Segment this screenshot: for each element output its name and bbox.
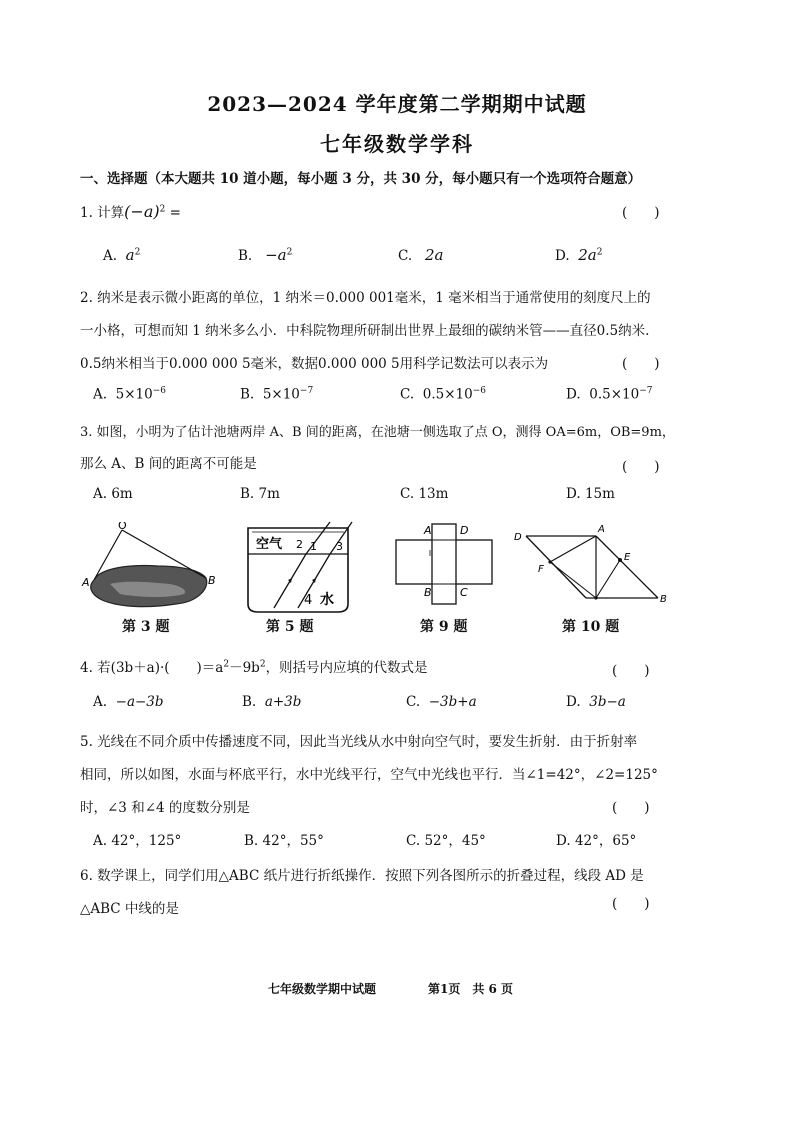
label-e: E: [624, 552, 631, 563]
option-label: C.: [406, 694, 421, 710]
q2-line3: 0.5纳米相当于0.000 000 5毫米，数据0.000 000 5用科学记数法可以表示为: [80, 356, 549, 372]
label-a: A: [598, 524, 605, 535]
option-label: C.: [398, 248, 413, 264]
q4-stem: [80, 656, 428, 676]
option-label: D.: [556, 833, 571, 849]
q4-option-d: [566, 694, 626, 710]
option-label: D.: [566, 386, 581, 403]
q1-expr: (−a): [124, 202, 160, 221]
q4-option-c: [406, 694, 477, 710]
option-text: a: [125, 246, 135, 264]
label-f: F: [538, 564, 544, 575]
q3-option-c: [400, 486, 448, 502]
footer-exam-name: 七年级数学期中试题: [268, 982, 377, 996]
angle-2: 2: [296, 538, 303, 551]
q1-answer-paren: ( ): [622, 205, 660, 221]
angle-4: 4: [304, 593, 313, 608]
q5-line2: 相同，所以如图，水面与杯底平行，水中光线平行，空气中光线也平行．当∠1=42°，∠2=125°: [80, 767, 658, 783]
q4-stem-text: 4. 若(3b＋a)·( )＝a: [80, 660, 224, 676]
option-text: 42°，65°: [574, 833, 637, 849]
option-sup: −7: [299, 386, 314, 396]
option-label: B.: [240, 386, 255, 403]
label-c: C: [460, 586, 468, 599]
q5-line1: 5. 光线在不同介质中传播速度不同，因此当光线从水中射向空气时，要发生折射．由于折射率: [80, 734, 638, 750]
option-label: B.: [240, 486, 255, 502]
option-label: B.: [238, 248, 253, 264]
option-label: D.: [566, 694, 581, 710]
section-heading: 一、选择题（本大题共 10 道小题，每小题 3 分，共 30 分，每小题只有一个选项符合题意）: [80, 171, 642, 187]
option-text: 2a: [578, 246, 597, 264]
option-text: 42°，125°: [111, 833, 182, 849]
option-sup: −6: [152, 386, 167, 396]
q3-line2: 那么 A、B 间的距离不可能是: [80, 456, 257, 472]
label-d: D: [514, 532, 522, 543]
label-b: B: [424, 586, 432, 599]
figure-9-caption: 第 9 题: [420, 619, 468, 635]
point-e: [618, 558, 622, 562]
option-sup: 2: [134, 247, 141, 258]
option-label: B.: [244, 833, 259, 849]
option-text: 6m: [111, 486, 133, 502]
vertical-rect: [432, 524, 456, 604]
q5-line3: 时，∠3 和∠4 的度数分别是: [80, 800, 250, 816]
q6-answer-paren: ( ): [612, 896, 650, 912]
q4-sup2: 2: [259, 659, 266, 670]
option-label: A.: [93, 486, 108, 502]
q2-option-d: [566, 386, 652, 403]
option-label: A.: [93, 694, 108, 710]
label-b: B: [208, 574, 216, 587]
q6-line1: 6. 数学课上，同学们用△ABC 纸片进行折纸操作．按照下列各图所示的折叠过程，线段 AD 是: [80, 868, 644, 884]
point-foot: [594, 596, 597, 599]
label-a: A: [82, 576, 90, 589]
option-label: A.: [93, 833, 108, 849]
option-text: 2a: [425, 246, 444, 264]
q4-sup1: 2: [223, 659, 230, 670]
figure-10-caption: 第 10 题: [562, 619, 620, 635]
segment-ae: [596, 536, 620, 560]
angle-1: 1: [310, 540, 317, 553]
q5-option-b: [244, 829, 324, 849]
option-text: 0.5×10: [589, 386, 640, 403]
figure-3-caption: 第 3 题: [122, 619, 170, 635]
q1-eq: =: [165, 205, 181, 221]
figure-5-cup: [238, 520, 358, 616]
figure-9-cross: [390, 520, 500, 610]
q1-option-a: [103, 246, 140, 264]
point-f: [548, 560, 551, 563]
option-label: D.: [555, 248, 570, 264]
q3-answer-paren: ( ): [622, 459, 660, 475]
q1-exp: 2: [159, 204, 166, 215]
option-sup: 2: [596, 247, 603, 258]
option-label: A.: [93, 386, 108, 403]
option-text: 42°，55°: [262, 833, 324, 849]
q4-option-a: [93, 694, 164, 710]
q3-line1: 3. 如图，小明为了估计池塘两岸 A、B 间的距离，在池塘一侧选取了点 O，测得 OA=6m，OB=9m，: [80, 425, 675, 440]
q5-answer-paren: ( ): [612, 800, 650, 816]
q4-tail: ，则括号内应填的代数式是: [265, 660, 428, 676]
option-label: D.: [566, 486, 581, 502]
q4-mid: －9b: [229, 660, 260, 676]
label-d: D: [460, 524, 469, 537]
option-text: 7m: [258, 486, 280, 502]
q3-option-a: [93, 486, 133, 502]
q4-option-b: [242, 694, 301, 710]
option-text: −a−3b: [115, 694, 164, 710]
q3-option-d: [566, 486, 615, 502]
option-text: 0.5×10: [422, 386, 473, 403]
option-label: A.: [103, 248, 118, 264]
q5-option-a: [93, 829, 181, 849]
angle-3: 3: [336, 540, 343, 553]
segment-f-foot: [550, 562, 596, 598]
q1-option-d: [555, 246, 602, 264]
option-label: B.: [242, 694, 257, 710]
figure-10-geometry: [510, 522, 670, 608]
option-text: −3b+a: [428, 694, 477, 710]
exam-title: 2023—2024 学年度第二学期期中试题: [207, 92, 587, 116]
label-b: B: [660, 594, 667, 605]
segment-af: [550, 536, 596, 562]
option-label: C.: [400, 386, 415, 403]
label-a: A: [424, 524, 432, 537]
option-sup: 2: [286, 247, 293, 258]
option-text: 15m: [584, 486, 615, 502]
option-text: a+3b: [264, 694, 302, 710]
q3-option-b: [240, 486, 280, 502]
label-o: O: [118, 522, 127, 532]
q2-answer-paren: ( ): [622, 356, 660, 372]
option-text: 52°，45°: [424, 833, 486, 849]
q5-option-d: [556, 829, 636, 849]
option-text: 5×10: [262, 386, 300, 403]
option-sup: −7: [639, 386, 653, 396]
q6-line2: △ABC 中线的是: [80, 901, 179, 917]
exam-subject: 七年级数学学科: [320, 132, 474, 156]
option-label: C.: [406, 833, 421, 849]
option-text: 3b−a: [589, 694, 626, 710]
q1-stem: [80, 201, 181, 221]
label-air: 空气: [256, 537, 283, 552]
q1-stem-text: 1. 计算: [80, 205, 125, 221]
option-label: C.: [400, 486, 415, 502]
segment-e-foot: [596, 560, 620, 598]
option-sup: −6: [472, 386, 486, 396]
q2-line1: 2. 纳米是表示微小距离的单位，1 纳米＝0.000 001毫米，1 毫米相当于通常使用的刻度尺上的: [80, 290, 651, 306]
figure-5-caption: 第 5 题: [266, 619, 314, 635]
footer-page-number: 第1页 共 6 页: [428, 982, 514, 996]
q1-option-b: [238, 246, 292, 264]
q2-option-c: [400, 386, 486, 403]
option-text: 13m: [418, 486, 449, 502]
q2-option-a: [93, 386, 166, 403]
q4-answer-paren: ( ): [612, 663, 650, 679]
option-text: 5×10: [115, 386, 153, 403]
q2-line2: 一小格，可想而知 1 纳米多么小．中科院物理所研制出世界上最细的碳纳米管——直径0.5纳米.: [80, 323, 650, 339]
option-text: −a: [265, 246, 287, 264]
figure-3-pond: [80, 522, 220, 616]
q1-option-c: [398, 246, 444, 264]
label-water: 水: [320, 592, 334, 608]
q2-option-b: [240, 386, 313, 403]
q5-option-c: [406, 829, 486, 849]
